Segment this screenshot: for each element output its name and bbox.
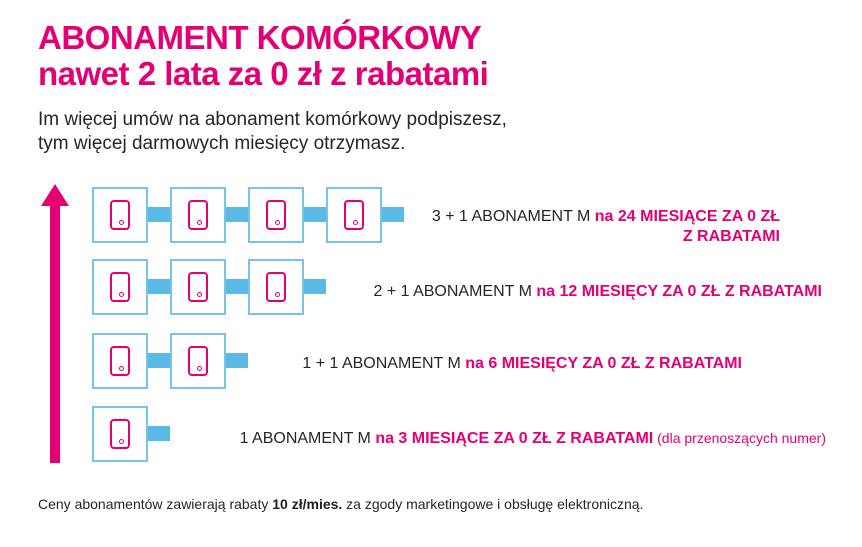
tier-note-text: (dla przenoszących numer): [653, 430, 826, 446]
connector: [304, 207, 326, 222]
connector: [148, 426, 170, 441]
footnote-price: 10 zł/mies.: [272, 496, 343, 512]
phone-box: [92, 187, 148, 243]
tier-offer-text: na 12 MIESIĘCY ZA 0 ZŁ Z RABATAMI: [536, 283, 822, 300]
phone-box: [326, 187, 382, 243]
smartphone-icon: [188, 346, 208, 376]
page-title: [38, 20, 488, 92]
footnote: [38, 496, 643, 512]
phone-box: [170, 333, 226, 389]
tier-plan-text: 1 ABONAMENT M: [239, 430, 376, 447]
connector: [148, 279, 170, 294]
smartphone-icon: [266, 272, 286, 302]
connector: [304, 279, 326, 294]
smartphone-icon: [188, 272, 208, 302]
smartphone-icon: [110, 419, 130, 449]
footnote-after: za zgody marketingowe i obsługę elektroniczną.: [342, 496, 644, 512]
connector: [226, 207, 248, 222]
connector: [148, 353, 170, 368]
connector: [226, 279, 248, 294]
title-line-1: ABONAMENT KOMÓRKOWY: [38, 19, 482, 56]
tier-label: [302, 354, 742, 374]
subtitle-line-2: tym więcej darmowych miesięcy otrzymasz.: [38, 133, 406, 154]
smartphone-icon: [110, 200, 130, 230]
tier-offer-text: na 24 MIESIĄCE ZA 0 ZŁ: [594, 208, 780, 225]
tier-label: [373, 282, 822, 302]
phone-box: [92, 406, 148, 462]
smartphone-icon: [188, 200, 208, 230]
smartphone-icon: [110, 346, 130, 376]
phone-box: [92, 259, 148, 315]
page-subtitle: [38, 108, 507, 156]
tier-plan-text: 3 + 1 ABONAMENT M: [431, 208, 595, 225]
phone-box: [248, 187, 304, 243]
connector: [226, 353, 248, 368]
smartphone-icon: [344, 200, 364, 230]
footnote-before: Ceny abonamentów zawierają rabaty: [38, 496, 273, 512]
tier-plan-text: 2 + 1 ABONAMENT M: [373, 283, 537, 300]
tier-offer-text: na 3 MIESIĄCE ZA 0 ZŁ Z RABATAMI: [375, 430, 654, 447]
tier-offer-text: na 6 MIESIĘCY ZA 0 ZŁ Z RABATAMI: [465, 355, 742, 372]
phone-box: [170, 259, 226, 315]
smartphone-icon: [110, 272, 130, 302]
tier-label: [400, 207, 780, 247]
tier-label: [240, 428, 826, 449]
subtitle-line-1: Im więcej umów na abonament komórkowy podpiszesz,: [38, 109, 507, 130]
title-line-2: nawet 2 lata za 0 zł z rabatami: [38, 55, 489, 92]
tier-plan-text: 1 + 1 ABONAMENT M: [302, 355, 466, 372]
phone-box: [170, 187, 226, 243]
phone-box: [92, 333, 148, 389]
connector: [148, 207, 170, 222]
phone-box: [248, 259, 304, 315]
tier-offer-text-cont: Z RABATAMI: [682, 228, 780, 245]
up-arrow-icon: [38, 180, 72, 465]
smartphone-icon: [266, 200, 286, 230]
